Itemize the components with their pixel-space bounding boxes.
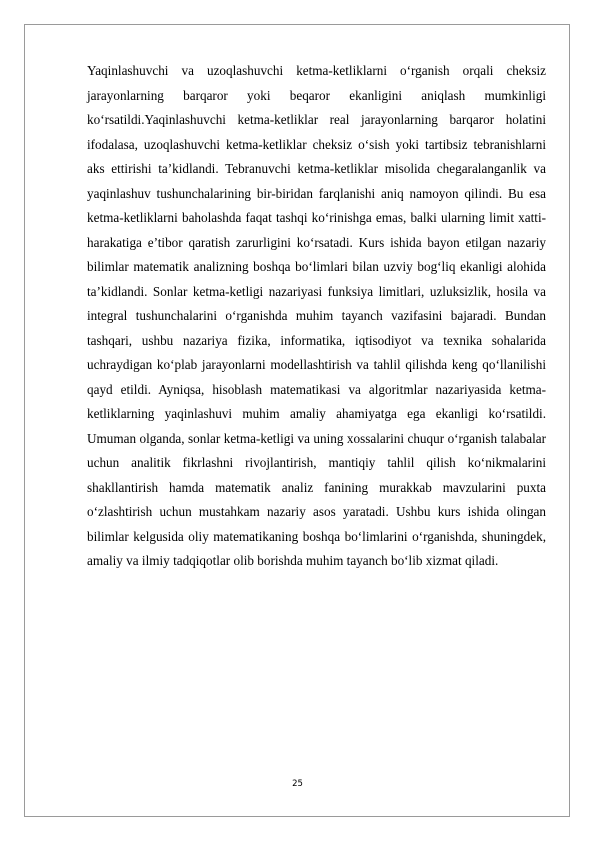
- page-number: 25: [292, 779, 303, 789]
- body-paragraph: Yaqinlashuvchi va uzoqlashuvchi ketma-ketliklarni o‘rganish orqali cheksiz jarayonlarning barqaror yoki beqaror ekanligini aniqlash mumkinligi ko‘rsatildi.Yaqinlashuvchi ketma-ketliklar real jarayonlarning barqaror holatini ifodalasa, uzoqlashuvchi ketma-ketliklar cheksiz o‘sish yoki tartibsiz tebranishlarni aks ettirishi ta’kidlandi. Tebranuvchi ketma-ketliklar misolida chegaralanganlik va yaqinlashuv tushunchalarining bir-biridan farqlanishi aniq namoyon qilindi. Bu esa ketma-ketliklarni baholashda faqat tashqi ko‘rinishga emas, balki ularning limit xatti-harakatiga e’tibor qaratish zarurligini ko‘rsatadi. Kurs ishida bayon etilgan nazariy bilimlar matematik analizning boshqa bo‘limlari bilan uzviy bog‘liq ekanligi alohida ta’kidlandi. Sonlar ketma-ketligi nazariyasi funksiya limitlari, uzluksizlik, hosila va integral tushunchalarini o‘rganishda muhim tayanch vazifasini bajaradi. Bundan tashqari, ushbu nazariya fizika, informatika, iqtisodiyot va texnika sohalarida uchraydigan ko‘plab jarayonlarni modellashtirish va tahlil qilishda keng qo‘llanilishi qayd etildi. Ayniqsa, hisoblash matematikasi va algoritmlar nazariyasida ketma-ketliklarning yaqinlashuvi muhim amaliy ahamiyatga ega ekanligi ko‘rsatildi. Umuman olganda, sonlar ketma-ketligi va uning xossalarini chuqur o‘rganish talabalar uchun analitik fikrlashni rivojlantirish, mantiqiy tahlil qilish ko‘nikmalarini shakllantirish hamda matematik analiz fanining murakkab mavzularini puxta o‘zlashtirish uchun mustahkam nazariy asos yaratadi. Ushbu kurs ishida olingan bilimlar kelgusida oliy matematikaning boshqa bo‘limlarini o‘rganishda, shuningdek, amaliy va ilmiy tadqiqotlar olib borishda muhim tayanch bo‘lib xizmat qiladi.: [87, 63, 546, 568]
